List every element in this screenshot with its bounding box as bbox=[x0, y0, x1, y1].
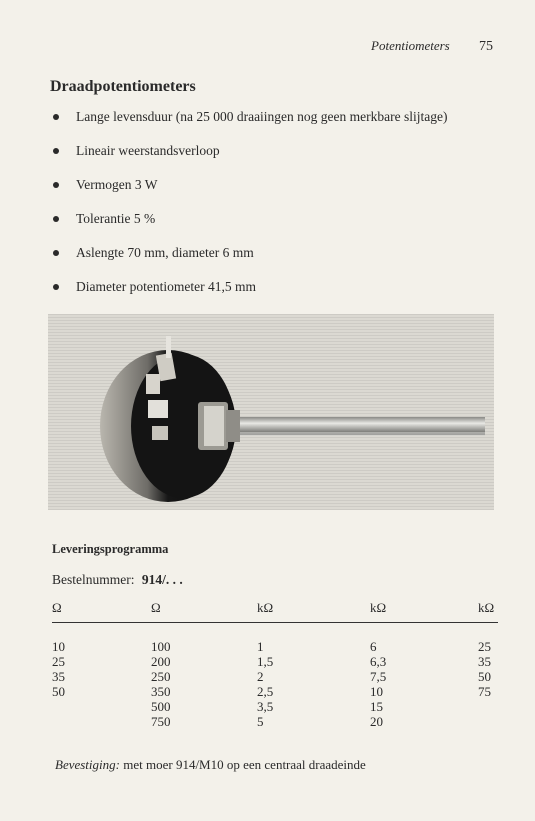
column-header: Ω bbox=[52, 600, 62, 615]
running-header bbox=[371, 38, 493, 55]
list-item bbox=[50, 244, 495, 262]
table-header bbox=[52, 600, 498, 623]
feature-text: Aslengte 70 mm, diameter 6 mm bbox=[76, 245, 254, 260]
table-cell: 750 bbox=[151, 714, 171, 729]
table-cell: 500 bbox=[151, 699, 171, 714]
delivery-title: Leveringsprogramma bbox=[52, 542, 169, 556]
table-row bbox=[52, 699, 498, 714]
column-header: kΩ bbox=[257, 600, 274, 615]
table-cell: 25 bbox=[52, 654, 65, 669]
page-title: Draadpotentiometers bbox=[50, 78, 196, 95]
table-cell: 2,5 bbox=[257, 684, 274, 699]
order-label: Bestelnummer: bbox=[52, 572, 135, 587]
table-cell: 6 bbox=[370, 639, 377, 654]
column-header: kΩ bbox=[370, 600, 387, 615]
feature-text: Vermogen 3 W bbox=[76, 177, 158, 192]
table-cell: 7,5 bbox=[370, 669, 387, 684]
order-code: 914/. . . bbox=[141, 572, 183, 587]
table-row bbox=[52, 714, 498, 729]
feature-text: Tolerantie 5 % bbox=[76, 211, 156, 226]
mounting-note bbox=[55, 757, 366, 773]
note-label: Bevestiging: bbox=[55, 757, 120, 772]
table-cell: 1,5 bbox=[257, 654, 274, 669]
table-cell: 3,5 bbox=[257, 699, 274, 714]
column-header: Ω bbox=[151, 600, 161, 615]
bullet-icon bbox=[53, 216, 59, 222]
page-number: 75 bbox=[479, 39, 493, 54]
table-cell: 20 bbox=[370, 714, 383, 729]
table-cell: 200 bbox=[151, 654, 171, 669]
table-cell: 35 bbox=[52, 669, 65, 684]
table-cell: 350 bbox=[151, 684, 171, 699]
list-item bbox=[50, 142, 495, 160]
table-cell: 10 bbox=[52, 639, 65, 654]
table-cell: 35 bbox=[478, 654, 491, 669]
list-item bbox=[50, 108, 495, 126]
table-body bbox=[52, 639, 498, 729]
table-cell: 25 bbox=[478, 639, 491, 654]
note-text: met moer 914/M10 op een centraal draadeinde bbox=[123, 757, 366, 772]
list-item bbox=[50, 176, 495, 194]
potentiometer-photo bbox=[48, 314, 494, 510]
table-cell: 5 bbox=[257, 714, 264, 729]
table-cell: 50 bbox=[478, 669, 491, 684]
table-cell: 250 bbox=[151, 669, 171, 684]
list-item bbox=[50, 278, 495, 296]
delivery-table bbox=[52, 600, 498, 729]
bullet-icon bbox=[53, 114, 59, 120]
table-cell: 6,3 bbox=[370, 654, 387, 669]
bullet-icon bbox=[53, 284, 59, 290]
bullet-icon bbox=[53, 250, 59, 256]
list-item bbox=[50, 210, 495, 228]
table-cell: 75 bbox=[478, 684, 491, 699]
section-title: Potentiometers bbox=[371, 38, 450, 53]
table-cell: 100 bbox=[151, 639, 171, 654]
feature-list bbox=[50, 108, 495, 312]
bullet-icon bbox=[53, 148, 59, 154]
feature-text: Diameter potentiometer 41,5 mm bbox=[76, 279, 256, 294]
table-cell: 2 bbox=[257, 669, 264, 684]
table-cell: 50 bbox=[52, 684, 65, 699]
feature-text: Lange levensduur (na 25 000 draaiingen nog geen merkbare slijtage) bbox=[76, 109, 448, 124]
table-cell: 1 bbox=[257, 639, 264, 654]
bullet-icon bbox=[53, 182, 59, 188]
table-cell: 15 bbox=[370, 699, 383, 714]
table-cell: 10 bbox=[370, 684, 383, 699]
table-row bbox=[52, 684, 498, 699]
column-header: kΩ bbox=[478, 600, 495, 615]
feature-text: Lineair weerstandsverloop bbox=[76, 143, 220, 158]
table-row bbox=[52, 639, 498, 654]
order-number bbox=[52, 572, 183, 588]
table-row bbox=[52, 669, 498, 684]
table-row bbox=[52, 654, 498, 669]
